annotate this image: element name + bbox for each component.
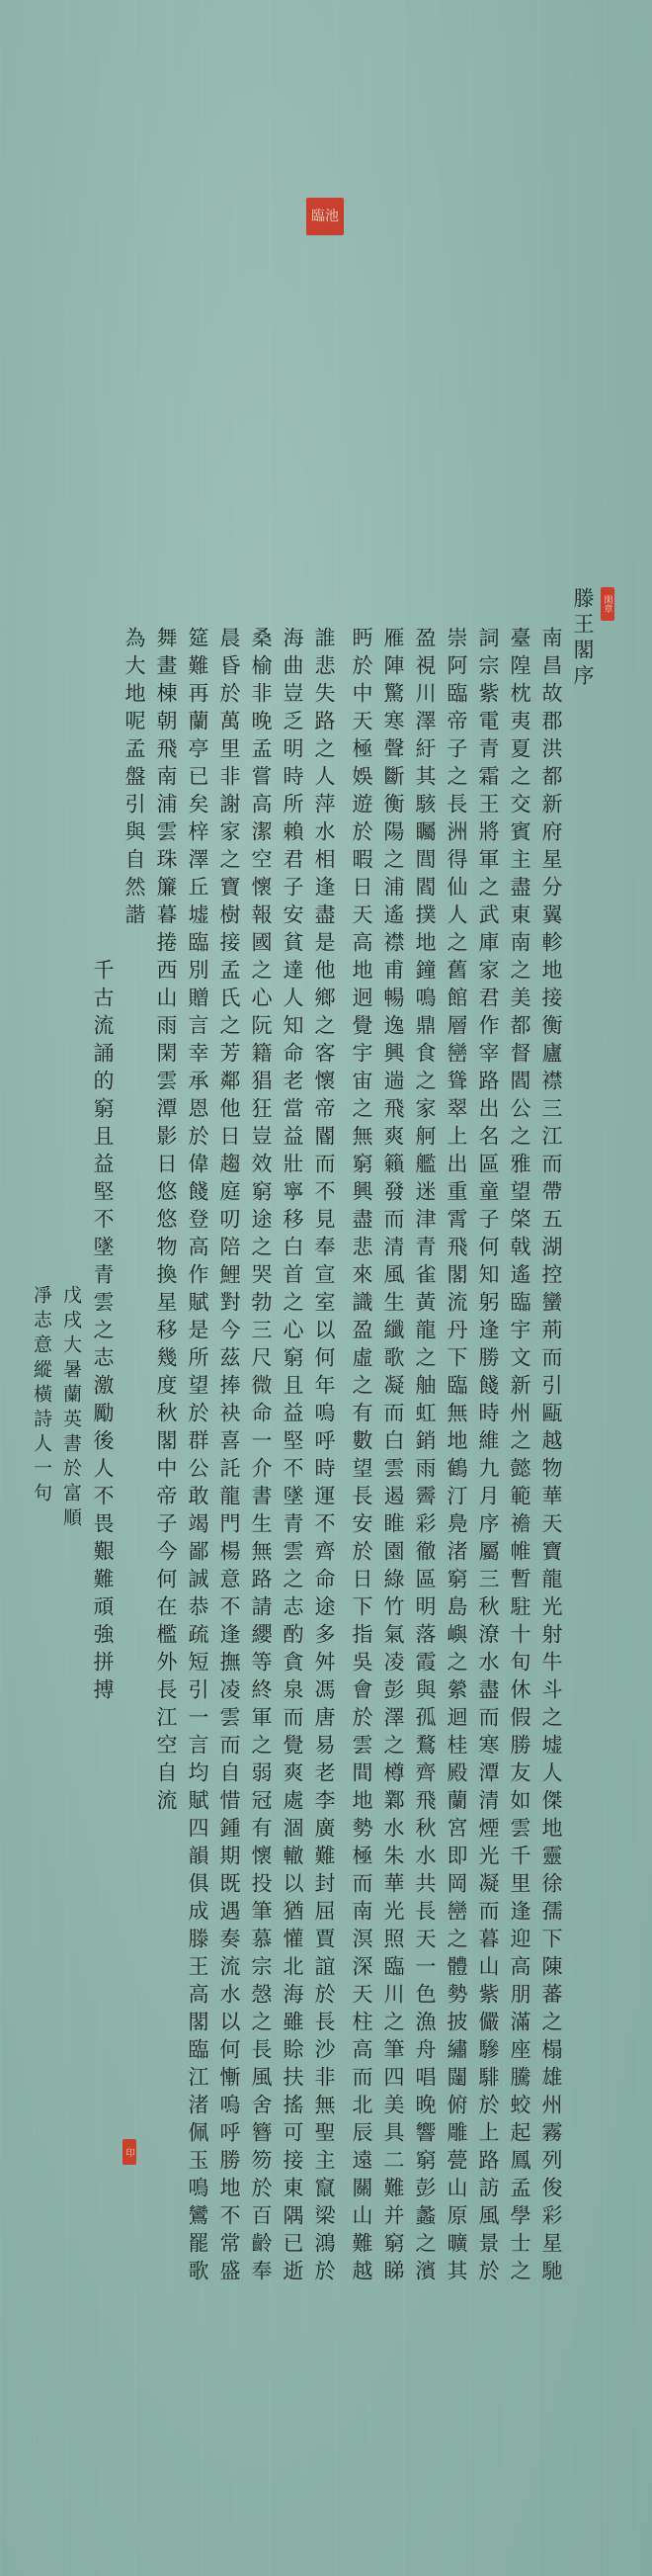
text-column-8: 誰悲失路之人萍水相逢盡是他鄉之客懷帝閽而不見奉宣室以何年嗚呼時運不齊命途多舛馮唐易老李廣難封屈賈誼於長沙非無聖主竄梁鴻於 (312, 627, 336, 2287)
text-column-10: 桑榆非晚孟嘗高潔空懷報國之心阮籍猖狂豈效窮途之哭勃三尺微命一介書生無路請纓等終軍之弱冠有懷投筆慕宗愨之長風舍簪笏於百齡奉 (249, 627, 273, 2287)
title-seal: 閑章 (601, 587, 614, 621)
text-column-7: 眄於中天極娛遊於暇日天高地迥覺宇宙之無窮興盡悲來識盈虛之有數望長安於日下指吳會於雲間地勢極而南溟深天柱高而北辰遠關山難越 (350, 627, 373, 2287)
text-column-5: 盈視川澤紆其駭矚閭閻撲地鐘鳴鼎食之家舸艦迷津青雀黃龍之舳虹銷雨霽彩徹區明落霞與孤鶩齊飛秋水共長天一色漁舟唱晚響窮彭蠡之濱 (413, 627, 437, 2287)
signature-extra: 凈志意縱橫詩人一句 (31, 1285, 52, 1507)
text-column-12: 筵難再蘭亭已矣梓澤丘墟臨別贈言幸承恩於偉餞登高作賦是所望於群公敢竭鄙誠恭疏短引一言均賦四韻俱成滕王高閣臨江渚佩玉鳴鸞罷歌 (186, 627, 209, 2287)
text-column-13: 舞畫棟朝飛南浦雲珠簾暮捲西山雨閑雲潭影日悠悠物換星移幾度秋閣中帝子今何在檻外長江空自流 (154, 627, 178, 1817)
text-column-4: 崇阿臨帝子之長洲得仙人之舊館層巒聳翠上出重霄飛閣流丹下臨無地鶴汀鳧渚窮島嶼之縈迴桂殿蘭宮即岡巒之體勢披繡闥俯雕甍山原曠其 (445, 627, 468, 2287)
text-column-15: 千古流誦的窮且益堅不墜青雲之志激勵後人不畏艱難頑強拼搏 (91, 959, 115, 1706)
text-column-11: 晨昏於萬里非謝家之寶樹接孟氏之芳鄰他日趨庭叨陪鯉對今茲捧袂喜託龍門楊意不逢撫凌雲而自惜鍾期既遇奏流水以何慚嗚呼勝地不常盛 (217, 627, 241, 2287)
text-column-6: 雁陣驚寒聲斷衡陽之浦遙襟甫暢逸興遄飛爽籟發而清風生纖歌凝而白雲遏睢園綠竹氣凌彭澤之樽鄴水朱華光照臨川之筆四美具二難并窮睇 (381, 627, 405, 2287)
signature-column: 戊戌大暑蘭英書於富順 (60, 1285, 82, 1532)
top-seal: 臨池 (306, 198, 344, 235)
text-column-1: 南昌故郡洪都新府星分翼軫地接衡廬襟三江而帶五湖控蠻荊而引甌越物華天寶龍光射牛斗之墟人傑地靈徐孺下陳蕃之榻雄州霧列俊彩星馳 (539, 627, 563, 2287)
title-text: 滕王閣序 (571, 587, 595, 690)
text-column-14: 為大地呢孟盤引與自然諧 (122, 627, 146, 931)
text-column-3: 詞宗紫電青霜王將軍之武庫家君作宰路出名區童子何知躬逢勝餞時維九月序屬三秋潦水盡而寒潭清煙光凝而暮山紫儼驂騑於上路訪風景於 (476, 627, 500, 2287)
text-column-9: 海曲豈乏明時所賴君子安貧達人知命老當益壯寧移白首之心窮且益堅不墜青雲之志酌貪泉而覺爽處涸轍以猶懽北海雖賒扶搖可接東隅已逝 (281, 627, 304, 2287)
end-seal: 印 (122, 2139, 136, 2165)
text-column-2: 臺隍枕夷夏之交賓主盡東南之美都督閻公之雅望棨戟遙臨宇文新州之懿範襜帷暫駐十旬休假勝友如雲千里逢迎高朋滿座騰蛟起鳳孟學士之 (508, 627, 531, 2287)
